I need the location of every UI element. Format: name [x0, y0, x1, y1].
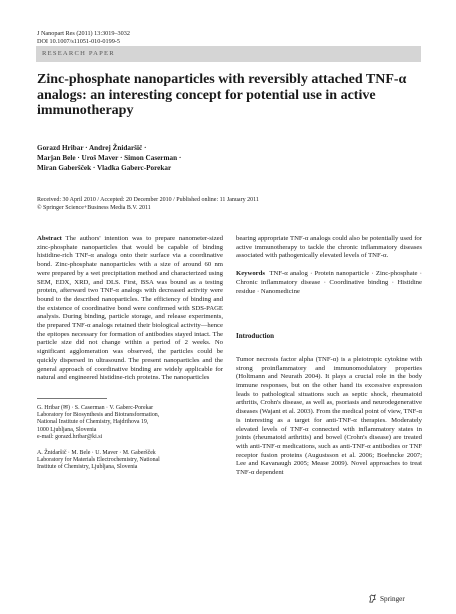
footnote-rule — [37, 398, 107, 399]
author-line: Miran Gaberšček · Vladka Gaberc-Porekar — [37, 164, 172, 172]
section-label: RESEARCH PAPER — [42, 50, 115, 57]
keywords-text: TNF-α analog · Protein nanoparticle · Zinc-phosphate · Chronic inflammatory disease · Coordinative binding · Histidine residue · Nanomedicine — [236, 270, 422, 295]
abstract-label: Abstract — [37, 235, 62, 242]
journal-line: J Nanopart Res (2011) 13:3019–3032 — [37, 30, 130, 37]
affiliation-line: National Institute of Chemistry, Hajdrihova 19, — [37, 419, 149, 426]
affiliation-line: Laboratory for Biosynthesis and Biotransformation, — [37, 411, 160, 418]
affiliation-line: Laboratory for Materials Electrochemistry, National — [37, 456, 160, 463]
affiliation-block-2 — [37, 450, 223, 472]
abstract-continuation: bearing appropriate TNF-α analogs could also be potentially used for active immunotherapy to tackle the chronic inflammatory diseases associated with pathogenically elevated levels of TNF-α. — [236, 235, 422, 260]
affiliation-line: A. Žnidaršič · M. Bele · U. Maver · M. Gaberšček — [37, 449, 156, 456]
doi-line: DOI 10.1007/s11051-010-0199-5 — [37, 38, 120, 45]
author-line: Marjan Bele · Uroš Maver · Simon Caserman · — [37, 154, 182, 162]
publisher-mark — [368, 594, 405, 603]
publisher-name: Springer — [380, 594, 405, 603]
author-line: Gorazd Hribar · Andrej Žnidaršič · — [37, 144, 147, 152]
affiliation-block-1 — [37, 405, 223, 442]
section-band — [36, 46, 421, 62]
author-list — [37, 143, 367, 173]
copyright-line: © Springer Science+Business Media B.V. 2011 — [37, 205, 151, 211]
affiliation-email[interactable]: e-mail: gorazd.hribar@ki.si — [37, 434, 103, 441]
abstract-text: The authors' intention was to prepare nanometer-sized zinc-phosphate nanoparticles that would be capable of binding histidine-rich TNF-α analogs onto their surface via a coordinative bond. Zinc-phosphate nanoparticles with a size of around 60 nm were prepared by a wet precipitation method and characterized using SEM, EDX, XRD, and DLS. First, BSA was bound as a testing protein, afterward two TNF-α analogs with decreased activity were bound to the described nanoparticles. The efficiency of binding and the existence of coordinative bond were confirmed with SDS-PAGE analysis. During binding, particle storage, and release experiments, the prepared TNF-α analogs retained their biological activity—hence the epitopes necessary for formation of antibodies stayed intact. The particle size did not change within a period of 2 weeks. No significant agglomeration was observed, the particles could be quickly dispersed in ultrasound. The present nanoparticles and the general approach of coordinative binding are widely applicable for natural and engineered histidine-rich proteins. The nanoparticles — [37, 235, 223, 382]
keywords-label: Keywords — [236, 270, 265, 278]
history-line: Received: 30 April 2010 / Accepted: 20 December 2010 / Published online: 11 January 2011 — [37, 197, 259, 203]
article-title: Zinc-phosphate nanoparticles with reversibly attached TNF-α analogs: an interesting concept for potential use in active immunotherapy — [37, 72, 407, 118]
journal-citation — [37, 30, 130, 46]
introduction-text: Tumor necrosis factor alpha (TNF-α) is a pleiotropic cytokine with strong proinflammatory and immunomodulatory properties (Holtmann and Neurath 2004). It plays a crucial role in the body immune responses, but on the other hand its excessive expression leads to pathological situations such as septic shock, rheumatoid arthritis, Crohn's disease, as well as, psoriasis and neurodegenerative diseases (Wajant et al. 2003). From the medical point of view, TNF-α is interesting as a target for anti-TNF-α therapies. Moderately elevated levels of TNF-α connected with inflammatory states in joints (rheumatoid arthritis) and bowel (Crohn's disease) are treated with anti-TNF-α medications, such as anti-TNF-α antibodies or TNF receptor fusion proteins (Augustsson et al. 2006; Boehncke 2007; Lee and Kavanaugh 2005; Mease 2009). Novel approaches to treat TNF-α dependent — [236, 355, 422, 477]
left-column — [37, 235, 223, 472]
springer-horse-icon — [368, 594, 377, 603]
keywords — [236, 270, 422, 296]
introduction-heading: Introduction — [236, 332, 274, 341]
affiliation-line: Institute of Chemistry, Ljubljana, Slovenia — [37, 464, 138, 471]
affiliation-line: G. Hribar (✉) · S. Caserman · V. Gaberc-Porekar — [37, 404, 154, 411]
right-column — [236, 235, 422, 478]
abstract — [37, 235, 223, 383]
publication-dates — [37, 196, 422, 212]
affiliation-line: 1000 Ljubljana, Slovenia — [37, 426, 97, 433]
